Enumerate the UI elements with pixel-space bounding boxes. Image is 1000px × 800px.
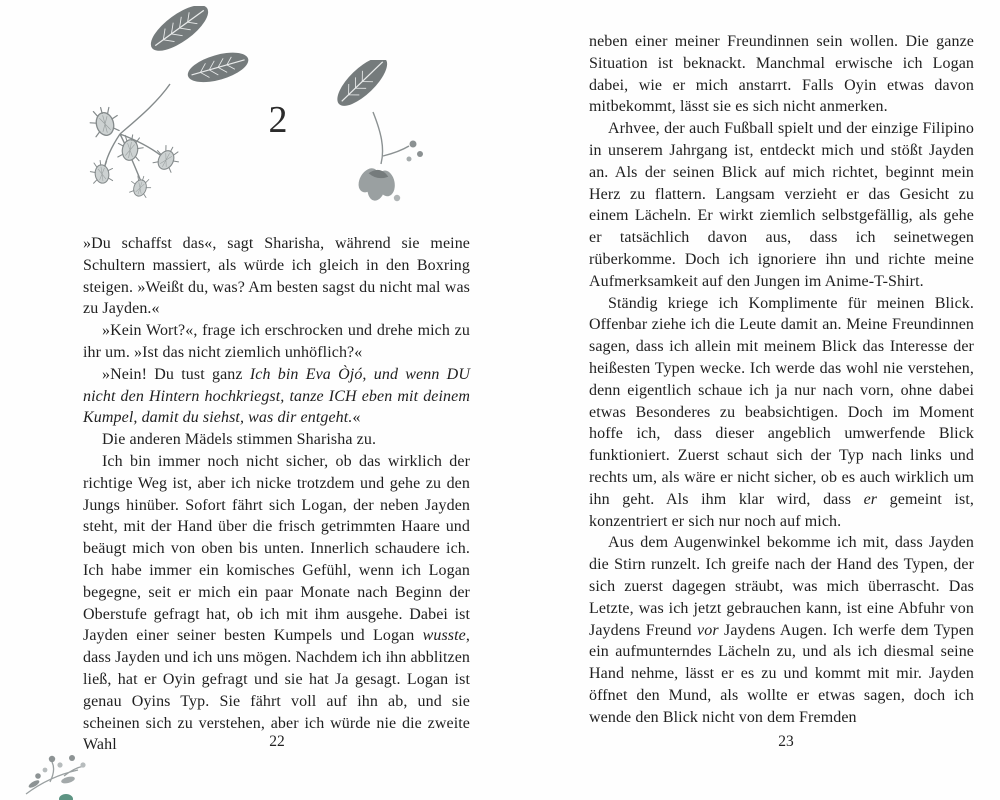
italic-text-run: er [863, 490, 878, 508]
paragraph [83, 320, 470, 364]
text-run: Aus dem Augenwinkel bekomme ich mit, dass Jayden die Stirn runzelt. Ich greife nach der Hand des Typen, der sich zuerst dagegen sträubt, was mich überrascht. Das Letzte, was ich jetzt gebrauchen kann, ist eine Abfuhr von Jaydens Freund [589, 534, 974, 639]
floral-sprig-bottom-left-icon [20, 736, 105, 800]
text-run: Jaydens Augen. Ich werfe dem Typen ein aufmunterndes Lächeln zu, und als ich diesmal seine Hand nehme, lässt er es zu und kommt mit mir. Jayden öffnet den Mund, als wollte er etwas sagen, doch ich wende den Blick nicht von dem Fremden [589, 621, 975, 726]
text-run: gemeint ist, konzentriert er sich nur noch auf mich. [589, 490, 974, 530]
text-run: Arhvee, der auch Fußball spielt und der einzige Filipino in unserem Jahrgang ist, entdeckt mich und stößt Jayden an. Als der seinen Blick auf mich richtet, beginnt mein Herz zu flattern. Langsam verzieht er das Gesicht zu einem Lächeln. Er wirkt ziemlich selbstgefällig, als gehe er tatsächlich davon aus, dass ich seinetwegen rüberkomme. Doch ich ignoriere ihn und richte meine Aufmerksamkeit auf den Jungen im Anime-T-Shirt. [589, 120, 974, 290]
floral-branch-top-left-icon [78, 6, 253, 206]
text-run: Ich bin immer noch nicht sicher, ob das wirklich der richtige Weg ist, aber ich nicke trotzdem und gehe zu den Jungs hinüber. Sofort fährt sich Logan, der neben Jayden steht, mit der Hand über die frisch getrimmten Haare und beäugt mich von oben bis unten. Innerlich schaudere ich. Ich habe immer ein komisches Gefühl, wenn ich Logan begegne, seit er mich ein paar Monate nach Beginn der Oberstufe gefragt hat, ob ich mit ihm ausgehe. Dabei ist Jayden einer seiner besten Kumpels und Logan [83, 452, 470, 645]
paragraph [83, 451, 470, 756]
paragraph [589, 532, 974, 728]
text-run: »Du schaffst das«, sagt Sharisha, während sie meine Schultern massiert, als würde ich gleich in den Boxring steigen. »Weißt du, was? Am besten sagst du nicht mal was zu Jayden.« [83, 235, 470, 318]
right-page-text [589, 31, 974, 729]
paragraph [589, 31, 974, 118]
italic-text-run: Ich bin Eva Òjó, und wenn DU nicht den Hintern hochkriegst, tanze ICH eben mit deinem Kumpel, damit du siehst, was dir entgeht. [83, 365, 470, 427]
floral-flower-chapter-icon [323, 60, 448, 208]
italic-text-run: wusste [422, 627, 466, 645]
paragraph [589, 118, 974, 292]
text-run: »Kein Wort?«, frage ich erschrocken und drehe mich zu ihr um. »Ist das nicht ziemlich unhöflich?« [83, 322, 470, 361]
text-run: »Nein! Du tust ganz [102, 365, 250, 383]
left-page-text [83, 233, 470, 756]
paragraph [83, 233, 470, 320]
text-run: neben einer meiner Freundinnen sein wollen. Die ganze Situation ist beknackt. Manchmal erwische ich Logan dabei, wie er mich anstarrt. Falls Oyin etwas davon mitbekommt, lässt sie es sich nicht anmerken. [589, 33, 974, 116]
page-number-left: 22 [269, 733, 285, 750]
paragraph [83, 364, 470, 429]
italic-text-run: vor [697, 621, 719, 639]
page-number-right: 23 [778, 733, 794, 750]
text-run: , dass Jayden und ich uns mögen. Nachdem ich ihn abblitzen ließ, hat er Oyin gefragt und sie hat Ja gesagt. Logan ist genau Oyins Typ. Sie fährt voll auf ihn ab, und sie scheinen sich zu verstehen, aber ich würde nie die zweite Wahl [83, 627, 470, 754]
chapter-number: 2 [268, 99, 288, 141]
text-run: Ständig kriege ich Komplimente für meinen Blick. Offenbar ziehe ich die Leute damit an. Meine Freundinnen sagen, dass ich allein mit meinem Blick das Interesse der heißesten Typen wecke. Ich werde das wohl nie verstehen, denn eigentlich schaue ich ja nur nach vorn, ohne dabei etwas Besonderes zu beabsichtigen. Doch im Moment hoffe ich, dass dieser angeblich umwerfende Blick funktioniert. Zuerst schaut sich der Typ nach links und rechts um, als wäre er nicht sicher, ob es auch wirklich um ihn geht. Als ihm klar wird, dass [589, 294, 974, 508]
paragraph [589, 293, 974, 533]
paragraph [83, 429, 470, 451]
text-run: « [352, 409, 361, 427]
text-run: Die anderen Mädels stimmen Sharisha zu. [102, 431, 377, 449]
